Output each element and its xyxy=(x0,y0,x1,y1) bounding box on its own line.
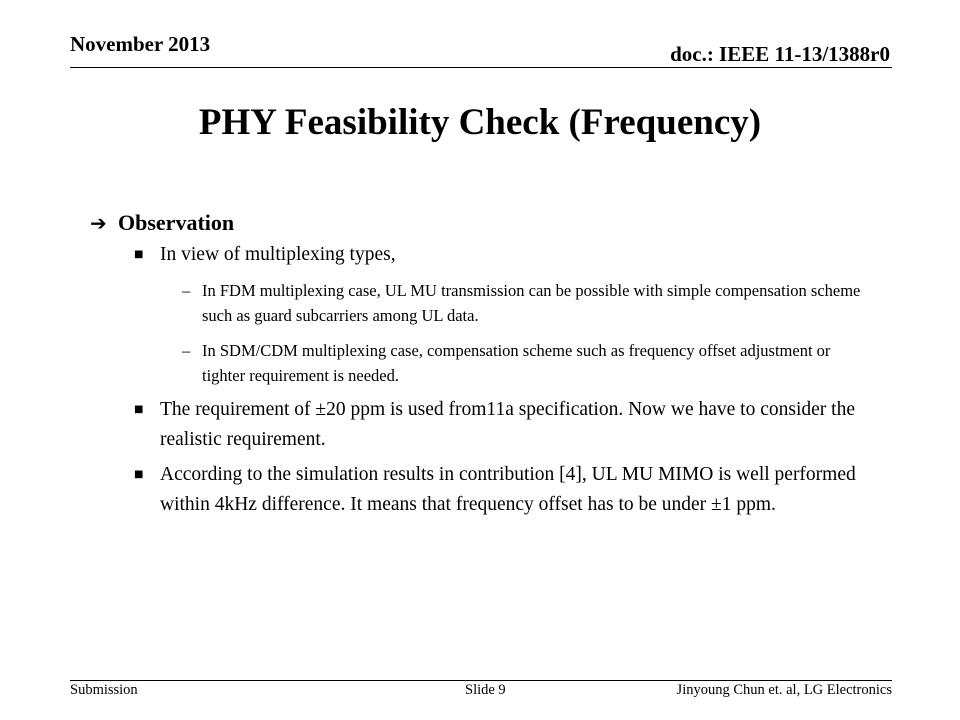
bullet-item xyxy=(134,395,894,455)
footer-slide-number: Slide 9 xyxy=(465,682,506,698)
sub-bullet-text: In FDM multiplexing case, UL MU transmission can be possible with simple compensation scheme such as guard subcarriers among UL data. xyxy=(202,281,861,325)
arrow-right-icon: ➔ xyxy=(90,211,107,235)
footer-author: Jinyoung Chun et. al, LG Electronics xyxy=(676,682,892,698)
square-bullet-icon: ■ xyxy=(134,404,144,415)
header-doc-id: doc.: IEEE 11-13/1388r0 xyxy=(670,42,890,66)
slide-title: PHY Feasibility Check (Frequency) xyxy=(198,102,762,143)
header-date: November 2013 xyxy=(70,32,211,56)
bullet-item xyxy=(134,240,894,270)
square-bullet-icon: ■ xyxy=(134,249,144,260)
footer-submission: Submission xyxy=(70,682,138,698)
footer-divider xyxy=(70,680,892,681)
dash-bullet-icon: – xyxy=(182,341,191,360)
bullet-item xyxy=(134,460,894,520)
sub-bullet-text: In SDM/CDM multiplexing case, compensation scheme such as frequency offset adjustment or tighter requirement is needed. xyxy=(202,341,831,385)
observation-heading xyxy=(90,210,890,236)
bullet-text: In view of multiplexing types, xyxy=(160,244,396,265)
observation-label: Observation xyxy=(118,210,235,235)
bullet-text: According to the simulation results in contribution [4], UL MU MIMO is well performed within 4kHz difference. It means that frequency offset has to be under ±1 ppm. xyxy=(160,464,856,515)
sub-bullet-item xyxy=(182,338,872,388)
square-bullet-icon: ■ xyxy=(134,469,144,480)
sub-bullet-item xyxy=(182,278,872,328)
bullet-text: The requirement of ±20 ppm is used from11a specification. Now we have to consider the realistic requirement. xyxy=(160,399,855,450)
dash-bullet-icon: – xyxy=(182,281,191,300)
